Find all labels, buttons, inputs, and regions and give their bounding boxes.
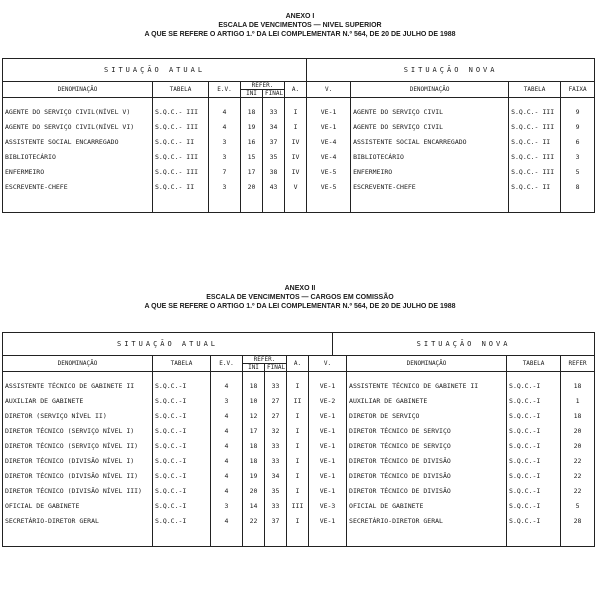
cell-denominacao: AGENTE DO SERVIÇO CIVIL(NÍVEL VI) (3, 119, 153, 134)
cell-ev: 4 (211, 468, 243, 483)
cell-ev: 4 (211, 513, 243, 528)
annex1-situation-row (3, 59, 595, 82)
annex1-header-row (3, 82, 595, 90)
cell-final: 34 (265, 468, 287, 483)
cell-refer-nova: 20 (561, 438, 595, 453)
cell-ev: 3 (209, 179, 241, 194)
cell-v: VE-4 (307, 149, 351, 164)
cell-denominacao: ASSISTENTE TÉCNICO DE GABINETE II (3, 372, 153, 394)
cell-denominacao-nova: AUXILIAR DE GABINETE (347, 393, 507, 408)
cell-tabela: S.Q.C.-I (153, 408, 211, 423)
table-row (3, 513, 595, 528)
cell-denominacao-nova: DIRETOR TÉCNICO DE SERVIÇO (347, 423, 507, 438)
cell-ini: 14 (243, 498, 265, 513)
cell-tabela-nova: S.Q.C.- III (509, 98, 561, 120)
cell-ev: 4 (211, 408, 243, 423)
col-tabela: TABELA (153, 82, 209, 98)
cell-ini: 17 (243, 423, 265, 438)
cell-ini: 15 (241, 149, 263, 164)
cell-denominacao: DIRETOR TÉCNICO (SERVIÇO NÍVEL I) (3, 423, 153, 438)
cell-tabela: S.Q.C.-I (153, 513, 211, 528)
cell-a: I (287, 372, 309, 394)
cell-a: I (287, 483, 309, 498)
cell-a: I (287, 438, 309, 453)
col-tabela-nova: TABELA (509, 82, 561, 98)
cell-denominacao: DIRETOR TÉCNICO (DIVISÃO NÍVEL I) (3, 453, 153, 468)
cell-denominacao-nova: ASSISTENTE TÉCNICO DE GABINETE II (347, 372, 507, 394)
cell-ev: 4 (209, 119, 241, 134)
cell-ev: 4 (211, 438, 243, 453)
col-ev: E.V. (211, 356, 243, 372)
cell-tabela-nova: S.Q.C.- III (509, 119, 561, 134)
col-ini: INI (241, 90, 263, 98)
col-denominacao-nova: DENOMINAÇÃO (351, 82, 509, 98)
cell-a: I (285, 98, 307, 120)
col-tabela: TABELA (153, 356, 211, 372)
annex2-header-row (3, 356, 595, 364)
cell-a: I (287, 513, 309, 528)
cell-denominacao: OFICIAL DE GABINETE (3, 498, 153, 513)
col-denominacao-nova: DENOMINAÇÃO (347, 356, 507, 372)
cell-tabela: S.Q.C.- II (153, 134, 209, 149)
cell-denominacao-nova: ESCREVENTE-CHEFE (351, 179, 509, 194)
annex1-header (0, 12, 600, 39)
col-refer: REFER. (241, 82, 285, 90)
table-row (3, 453, 595, 468)
col-v: V. (309, 356, 347, 372)
cell-a: IV (285, 149, 307, 164)
filler-cell (561, 194, 595, 213)
cell-final: 33 (263, 98, 285, 120)
cell-a: IV (285, 134, 307, 149)
cell-ini: 22 (243, 513, 265, 528)
cell-v: VE-1 (307, 119, 351, 134)
cell-ev: 4 (211, 423, 243, 438)
cell-tabela: S.Q.C.-I (153, 498, 211, 513)
cell-denominacao: DIRETOR (SERVIÇO NÍVEL II) (3, 408, 153, 423)
cell-tabela: S.Q.C.-I (153, 468, 211, 483)
table-row (3, 408, 595, 423)
cell-a: III (287, 498, 309, 513)
cell-final: 32 (265, 423, 287, 438)
cell-v: VE-1 (309, 468, 347, 483)
cell-refer-nova: 22 (561, 453, 595, 468)
table-row (3, 134, 595, 149)
table-row (3, 164, 595, 179)
cell-final: 43 (263, 179, 285, 194)
cell-denominacao-nova: ENFERMEIRO (351, 164, 509, 179)
cell-ini: 18 (243, 372, 265, 394)
cell-v: VE-4 (307, 134, 351, 149)
col-faixa: FAIXA (561, 82, 595, 98)
cell-ev: 4 (209, 98, 241, 120)
cell-denominacao-nova: AGENTE DO SERVIÇO CIVIL (351, 98, 509, 120)
cell-ev: 3 (211, 498, 243, 513)
filler-cell (153, 194, 209, 213)
cell-tabela: S.Q.C.-I (153, 423, 211, 438)
cell-denominacao-nova: SECRETÁRIO-DIRETOR GERAL (347, 513, 507, 528)
cell-a: IV (285, 164, 307, 179)
filler-cell (3, 528, 153, 547)
cell-final: 27 (265, 393, 287, 408)
cell-denominacao-nova: ASSISTENTE SOCIAL ENCARREGADO (351, 134, 509, 149)
cell-final: 38 (263, 164, 285, 179)
cell-tabela-nova: S.Q.C.-I (507, 423, 561, 438)
cell-denominacao-nova: DIRETOR TÉCNICO DE DIVISÃO (347, 468, 507, 483)
cell-ini: 18 (243, 453, 265, 468)
cell-ev: 4 (211, 483, 243, 498)
cell-v: VE-5 (307, 179, 351, 194)
filler-cell (307, 194, 351, 213)
cell-tabela-nova: S.Q.C.-I (507, 372, 561, 394)
cell-v: VE-1 (309, 408, 347, 423)
cell-final: 33 (265, 498, 287, 513)
filler-cell (561, 528, 595, 547)
cell-tabela: S.Q.C.- III (153, 98, 209, 120)
cell-final: 33 (265, 438, 287, 453)
annex1-body (3, 98, 595, 213)
cell-v: VE-1 (309, 372, 347, 394)
cell-ev: 3 (211, 393, 243, 408)
cell-tabela-nova: S.Q.C.- III (509, 164, 561, 179)
filler-cell (507, 528, 561, 547)
filler-cell (351, 194, 509, 213)
annex2-reference: A QUE SE REFERE O ARTIGO 1.º DA LEI COMPLEMENTAR N.º 564, DE 20 DE JULHO DE 1988 (144, 303, 456, 310)
cell-final: 35 (263, 149, 285, 164)
annex1-subtitle: ESCALA DE VENCIMENTOS — NIVEL SUPERIOR (218, 22, 382, 29)
cell-tabela-nova: S.Q.C.- II (509, 179, 561, 194)
filler-cell (153, 528, 211, 547)
cell-refer-nova: 22 (561, 483, 595, 498)
filler-row (3, 528, 595, 547)
cell-denominacao-nova: AGENTE DO SERVIÇO CIVIL (351, 119, 509, 134)
cell-faixa: 9 (561, 98, 595, 120)
cell-final: 33 (265, 453, 287, 468)
cell-tabela-nova: S.Q.C.-I (507, 438, 561, 453)
cell-a: I (287, 408, 309, 423)
cell-refer-nova: 18 (561, 372, 595, 394)
cell-final: 37 (265, 513, 287, 528)
annex2-header (0, 284, 600, 311)
cell-tabela-nova: S.Q.C.- II (509, 134, 561, 149)
filler-cell (287, 528, 309, 547)
cell-final: 34 (263, 119, 285, 134)
cell-tabela: S.Q.C.-I (153, 438, 211, 453)
col-ini: INI (243, 364, 265, 372)
filler-cell (265, 528, 287, 547)
cell-denominacao-nova: BIBLIOTECÁRIO (351, 149, 509, 164)
annex1-reference: A QUE SE REFERE O ARTIGO 1.º DA LEI COMPLEMENTAR N.º 564, DE 20 DE JULHO DE 1988 (144, 31, 456, 38)
cell-ini: 17 (241, 164, 263, 179)
cell-v: VE-1 (309, 438, 347, 453)
cell-denominacao: DIRETOR TÉCNICO (DIVISÃO NÍVEL II) (3, 468, 153, 483)
cell-refer-nova: 20 (561, 423, 595, 438)
col-v: V. (307, 82, 351, 98)
cell-ini: 18 (243, 438, 265, 453)
cell-denominacao: AUXILIAR DE GABINETE (3, 393, 153, 408)
table-row (3, 393, 595, 408)
cell-tabela-nova: S.Q.C.-I (507, 498, 561, 513)
cell-faixa: 5 (561, 164, 595, 179)
cell-tabela-nova: S.Q.C.-I (507, 408, 561, 423)
cell-ev: 4 (211, 372, 243, 394)
cell-denominacao-nova: DIRETOR TÉCNICO DE SERVIÇO (347, 438, 507, 453)
cell-refer-nova: 22 (561, 468, 595, 483)
table-row (3, 149, 595, 164)
cell-tabela-nova: S.Q.C.-I (507, 393, 561, 408)
col-denominacao: DENOMINAÇÃO (3, 82, 153, 98)
cell-tabela-nova: S.Q.C.-I (507, 453, 561, 468)
filler-cell (209, 194, 241, 213)
annex1-situacao-nova: SITUAÇÃO NOVA (307, 59, 595, 82)
cell-final: 33 (265, 372, 287, 394)
cell-ini: 20 (243, 483, 265, 498)
cell-ini: 12 (243, 408, 265, 423)
table-row (3, 468, 595, 483)
cell-final: 35 (265, 483, 287, 498)
cell-tabela: S.Q.C.- III (153, 164, 209, 179)
filler-cell (285, 194, 307, 213)
cell-ini: 18 (241, 98, 263, 120)
cell-denominacao-nova: DIRETOR TÉCNICO DE DIVISÃO (347, 453, 507, 468)
col-tabela-nova: TABELA (507, 356, 561, 372)
cell-tabela-nova: S.Q.C.-I (507, 513, 561, 528)
cell-v: VE-1 (309, 453, 347, 468)
filler-cell (241, 194, 263, 213)
cell-denominacao-nova: DIRETOR DE SERVIÇO (347, 408, 507, 423)
cell-a: I (287, 453, 309, 468)
cell-v: VE-1 (309, 483, 347, 498)
annex2-table (2, 332, 595, 547)
table-row (3, 372, 595, 394)
cell-tabela: S.Q.C.-I (153, 453, 211, 468)
cell-ev: 4 (211, 453, 243, 468)
col-ev: E.V. (209, 82, 241, 98)
cell-ini: 10 (243, 393, 265, 408)
filler-cell (309, 528, 347, 547)
cell-v: VE-5 (307, 164, 351, 179)
cell-v: VE-1 (309, 423, 347, 438)
cell-denominacao: DIRETOR TÉCNICO (SERVIÇO NÍVEL II) (3, 438, 153, 453)
cell-a: I (285, 119, 307, 134)
cell-a: I (287, 423, 309, 438)
annex2-title: ANEXO II (284, 285, 316, 292)
cell-tabela-nova: S.Q.C.- III (509, 149, 561, 164)
cell-denominacao: DIRETOR TÉCNICO (DIVISÃO NÍVEL III) (3, 483, 153, 498)
filler-cell (243, 528, 265, 547)
cell-faixa: 8 (561, 179, 595, 194)
cell-tabela: S.Q.C.- III (153, 119, 209, 134)
annex1-situacao-atual: SITUAÇÃO ATUAL (3, 59, 307, 82)
table-row (3, 438, 595, 453)
cell-v: VE-3 (309, 498, 347, 513)
cell-refer-nova: 28 (561, 513, 595, 528)
cell-final: 37 (263, 134, 285, 149)
cell-a: V (285, 179, 307, 194)
annex2-situacao-nova: SITUAÇÃO NOVA (333, 333, 595, 356)
cell-tabela: S.Q.C.-I (153, 483, 211, 498)
annex2-situation-row (3, 333, 595, 356)
annex2-subtitle: ESCALA DE VENCIMENTOS — CARGOS EM COMISSÃO (206, 294, 394, 301)
cell-tabela-nova: S.Q.C.-I (507, 483, 561, 498)
cell-tabela-nova: S.Q.C.-I (507, 468, 561, 483)
cell-tabela: S.Q.C.-I (153, 372, 211, 394)
cell-v: VE-2 (309, 393, 347, 408)
cell-tabela: S.Q.C.- III (153, 149, 209, 164)
cell-ev: 3 (209, 149, 241, 164)
cell-denominacao: BIBLIOTECÁRIO (3, 149, 153, 164)
cell-refer-nova: 18 (561, 408, 595, 423)
col-refer: REFER. (243, 356, 287, 364)
cell-denominacao-nova: OFICIAL DE GABINETE (347, 498, 507, 513)
cell-ini: 19 (243, 468, 265, 483)
col-final: FINAL (263, 90, 285, 98)
cell-final: 27 (265, 408, 287, 423)
cell-refer-nova: 1 (561, 393, 595, 408)
filler-cell (211, 528, 243, 547)
table-row (3, 498, 595, 513)
cell-a: II (287, 393, 309, 408)
cell-denominacao-nova: DIRETOR TÉCNICO DE DIVISÃO (347, 483, 507, 498)
col-final: FINAL (265, 364, 287, 372)
col-refer-nova: REFER (561, 356, 595, 372)
filler-cell (347, 528, 507, 547)
cell-ev: 7 (209, 164, 241, 179)
table-row (3, 119, 595, 134)
cell-ini: 19 (241, 119, 263, 134)
cell-faixa: 6 (561, 134, 595, 149)
cell-denominacao: SECRETÁRIO-DIRETOR GERAL (3, 513, 153, 528)
col-a: A. (287, 356, 309, 372)
col-a: A. (285, 82, 307, 98)
cell-v: VE-1 (307, 98, 351, 120)
annex2-body (3, 372, 595, 547)
filler-cell (3, 194, 153, 213)
cell-faixa: 9 (561, 119, 595, 134)
cell-v: VE-1 (309, 513, 347, 528)
annex1-table (2, 58, 595, 213)
cell-tabela: S.Q.C.- II (153, 179, 209, 194)
cell-ini: 16 (241, 134, 263, 149)
table-row (3, 423, 595, 438)
cell-ev: 3 (209, 134, 241, 149)
col-denominacao: DENOMINAÇÃO (3, 356, 153, 372)
table-row (3, 98, 595, 120)
cell-denominacao: ENFERMEIRO (3, 164, 153, 179)
cell-refer-nova: 5 (561, 498, 595, 513)
table-row (3, 179, 595, 194)
annex2-situacao-atual: SITUAÇÃO ATUAL (3, 333, 333, 356)
cell-denominacao: ESCREVENTE-CHEFE (3, 179, 153, 194)
table-row (3, 483, 595, 498)
filler-cell (263, 194, 285, 213)
cell-denominacao: AGENTE DO SERVIÇO CIVIL(NÍVEL V) (3, 98, 153, 120)
cell-ini: 20 (241, 179, 263, 194)
cell-denominacao: ASSISTENTE SOCIAL ENCARREGADO (3, 134, 153, 149)
filler-cell (509, 194, 561, 213)
filler-row (3, 194, 595, 213)
cell-faixa: 3 (561, 149, 595, 164)
annex1-title: ANEXO I (285, 13, 315, 20)
cell-tabela: S.Q.C.-I (153, 393, 211, 408)
cell-a: I (287, 468, 309, 483)
